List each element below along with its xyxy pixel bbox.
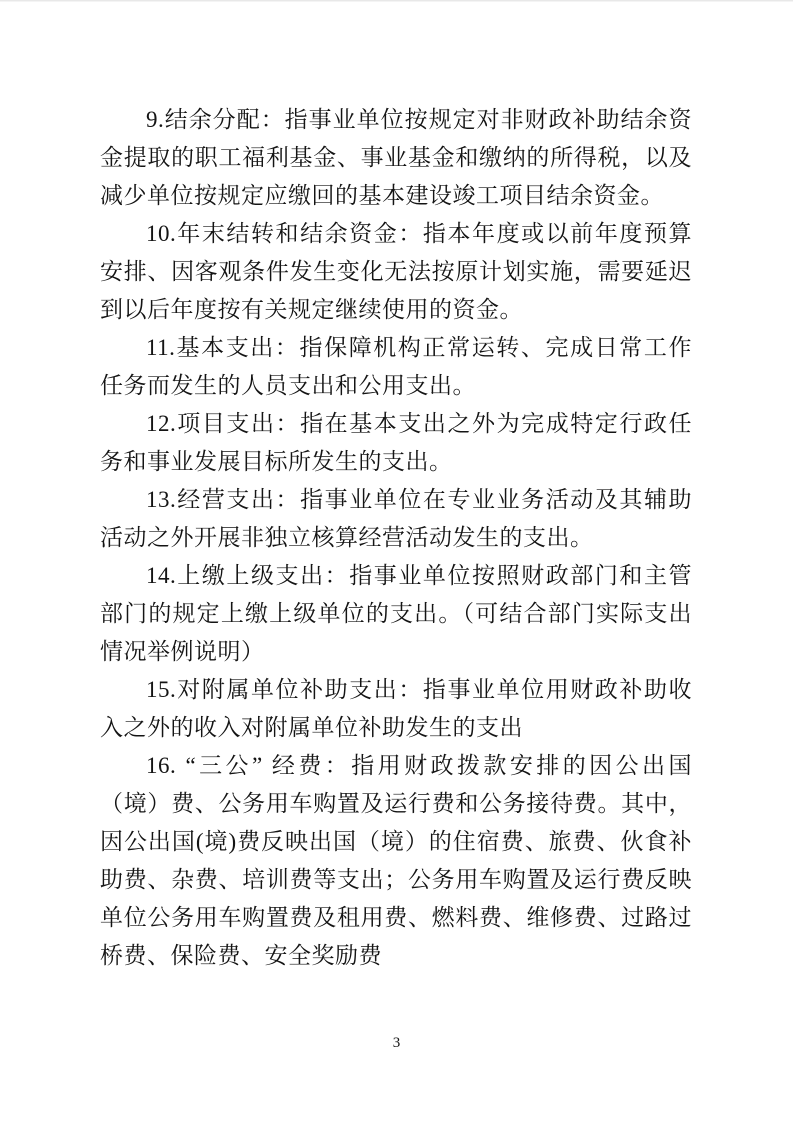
document-body: [100, 101, 692, 975]
page-edge-shadow: [0, 0, 793, 2]
page-number: 3: [392, 1035, 401, 1051]
paragraph-item-15: 15.对附属单位补助支出：指事业单位用财政补助收入之外的收入对附属单位补助发生的支出: [100, 677, 692, 740]
page-footer: [0, 1034, 793, 1052]
paragraph-item-12: 12.项目支出：指在基本支出之外为完成特定行政任务和事业发展目标所发生的支出。: [100, 411, 692, 474]
paragraph-item-10: 10.年末结转和结余资金：指本年度或以前年度预算安排、因客观条件发生变化无法按原计划实施，需要延迟到以后年度按有关规定继续使用的资金。: [100, 221, 692, 322]
paragraph-item-13: 13.经营支出：指事业单位在专业业务活动及其辅助活动之外开展非独立核算经营活动发生的支出。: [100, 487, 692, 550]
paragraph-item-14: 14.上缴上级支出：指事业单位按照财政部门和主管部门的规定上缴上级单位的支出。（可结合部门实际支出情况举例说明）: [100, 563, 692, 664]
paragraph-item-11: 11.基本支出：指保障机构正常运转、完成日常工作任务而发生的人员支出和公用支出。: [100, 335, 692, 398]
paragraph-item-9: 9.结余分配：指事业单位按规定对非财政补助结余资金提取的职工福利基金、事业基金和缴纳的所得税，以及减少单位按规定应缴回的基本建设竣工项目结余资金。: [100, 107, 692, 208]
paragraph-item-16: 16. “三公” 经费：指用财政拨款安排的因公出国（境）费、公务用车购置及运行费和公务接待费。其中，因公出国(境)费反映出国（境）的住宿费、旅费、伙食补助费、杂费、培训费等支出；公务用车购置及运行费反映单位公务用车购置费及租用费、燃料费、维修费、过路过桥费、保险费、安全奖励费: [100, 753, 692, 968]
